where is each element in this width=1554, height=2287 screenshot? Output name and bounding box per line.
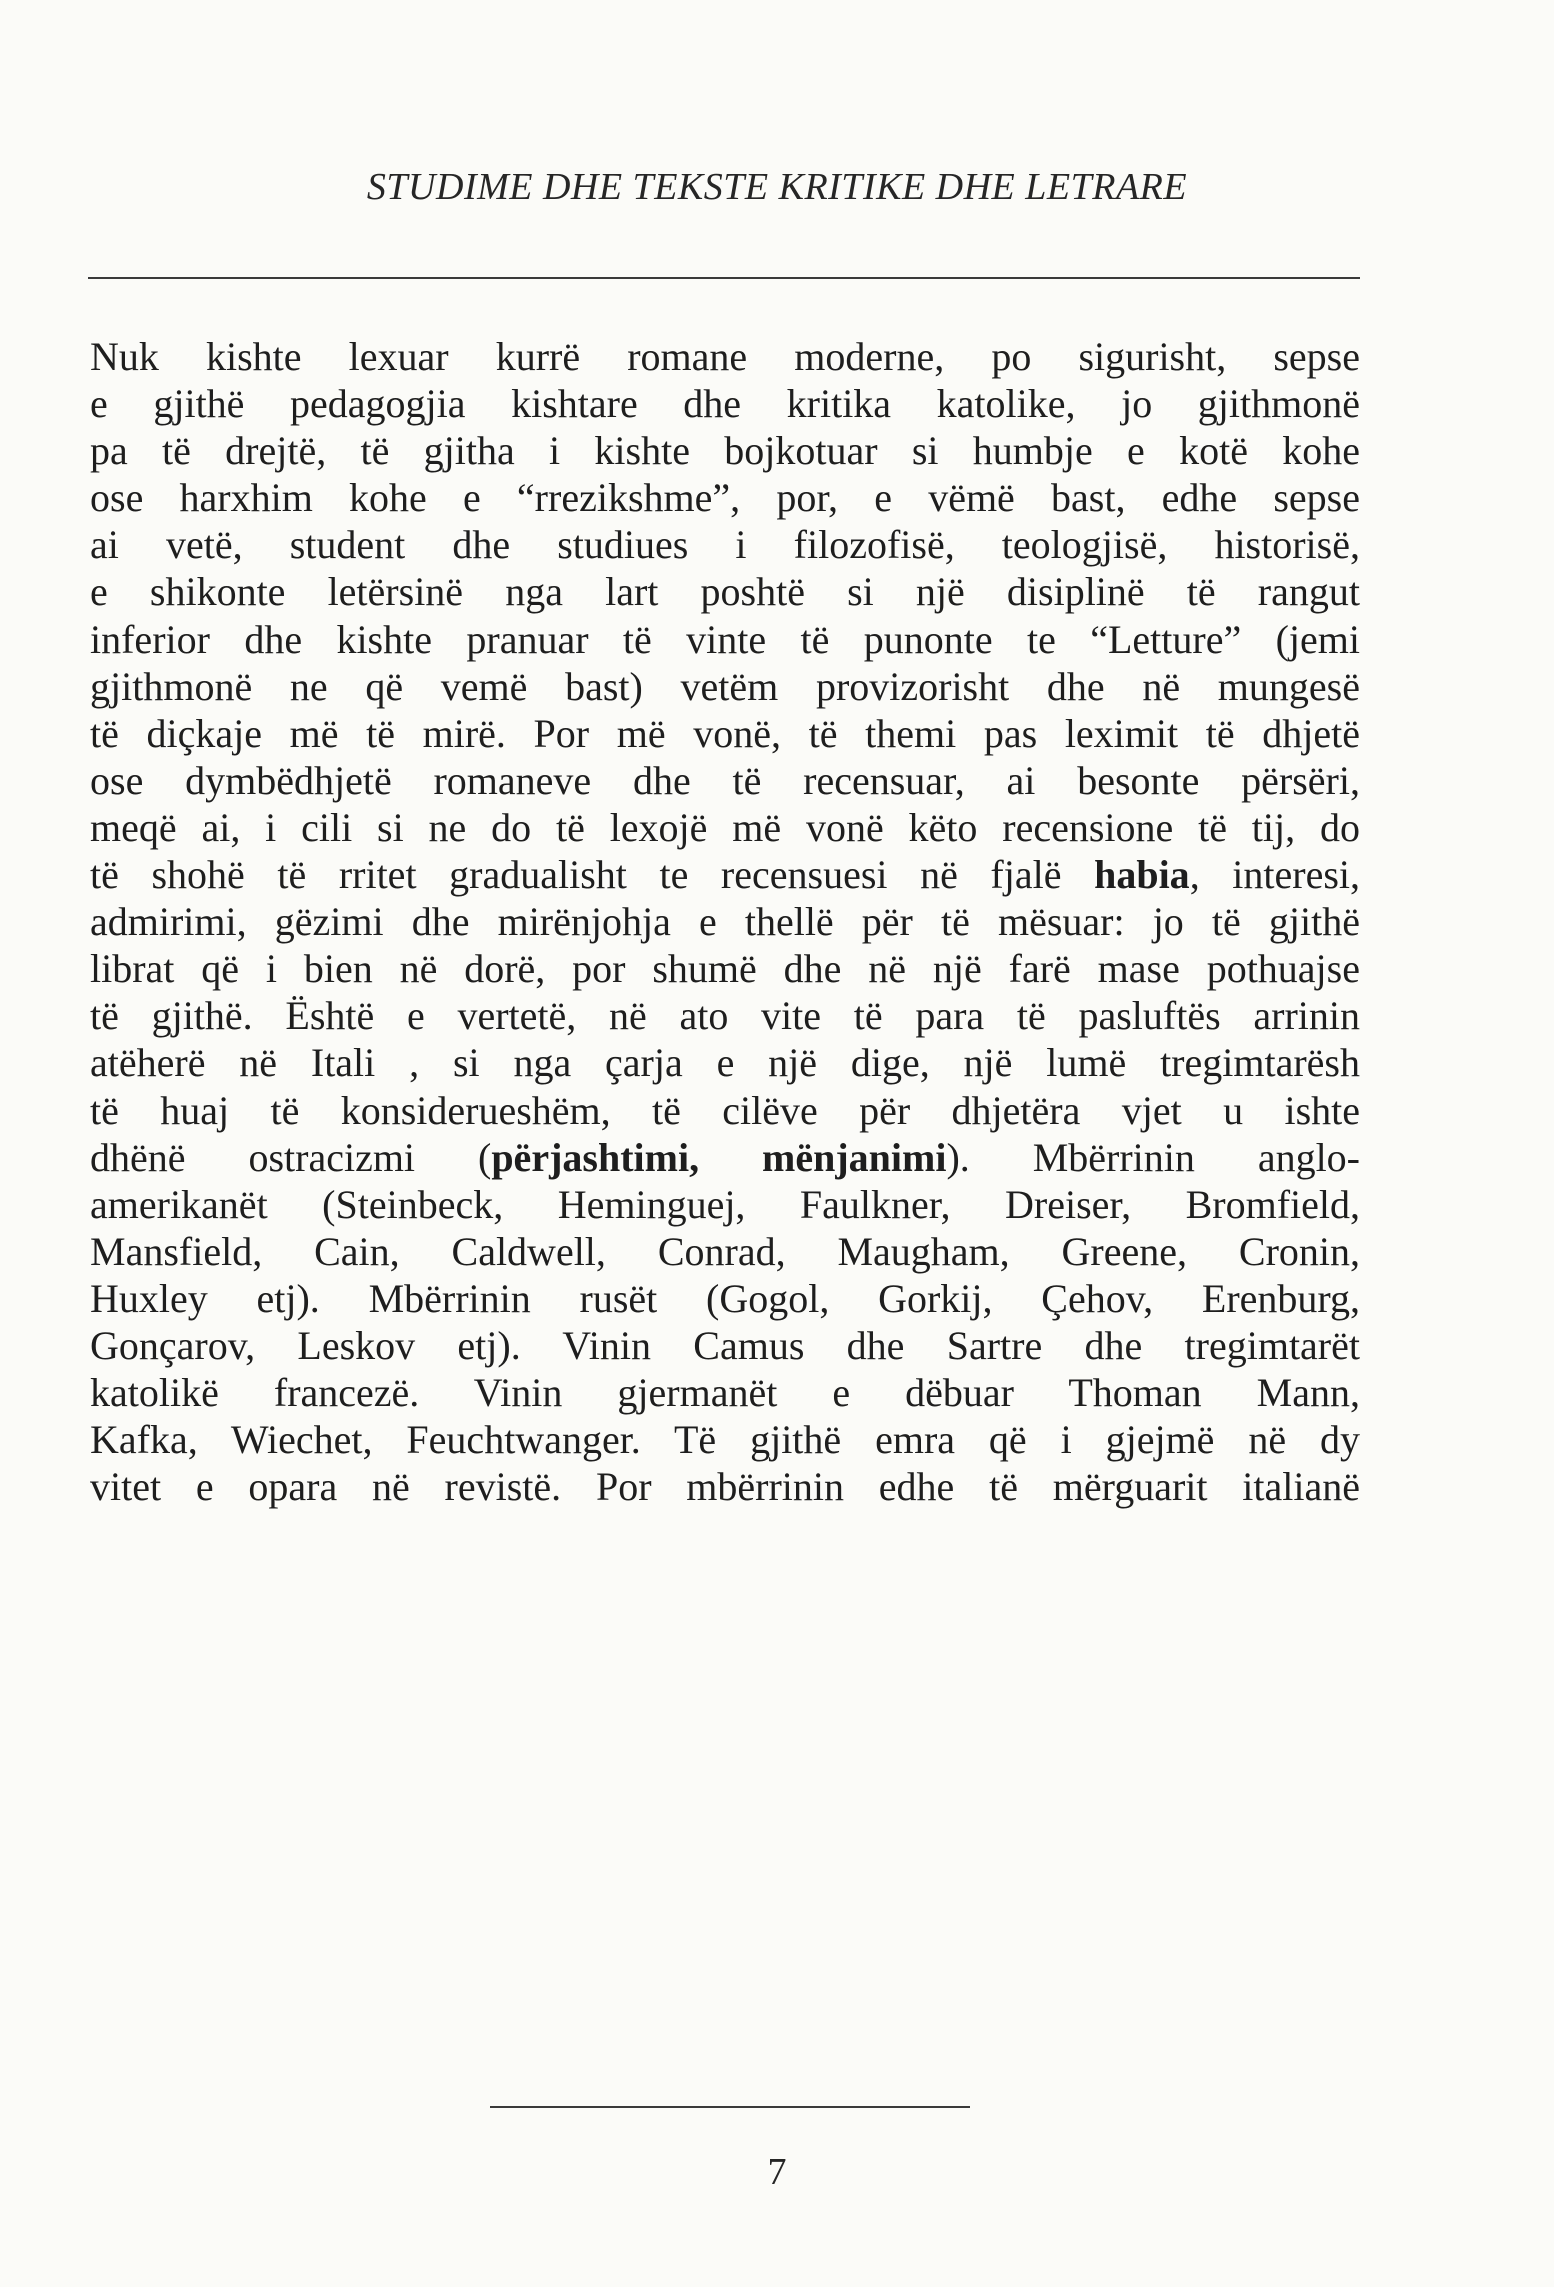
text-line: amerikanët (Steinbeck, Heminguej, Faulkner, Dreiser, Bromfield, <box>90 1181 1360 1227</box>
body-text <box>90 333 1360 1510</box>
header-rule <box>88 277 1360 279</box>
text-line: Nuk kishte lexuar kurrë romane moderne, po sigurisht, sepse <box>90 334 1360 379</box>
text-line: pa të drejtë, të gjitha i kishte bojkotuar si humbje e kotë kohe <box>90 428 1360 474</box>
emphasis-habia: habia <box>1094 852 1190 898</box>
text-line: dhënë ostracizmi (përjashtimi, mënjanimi). Mbërrinin anglo- <box>90 1134 1361 1180</box>
text-line: Mansfield, Cain, Caldwell, Conrad, Maugham, Greene, Cronin, <box>90 1228 1360 1274</box>
text-line: vitet e opara në revistë. Por mbërrinin edhe të mërguarit italianë <box>90 1464 1360 1510</box>
text-line: librat që i bien në dorë, por shumë dhe në një farë mase pothuajse <box>90 946 1360 992</box>
footer-rule <box>490 2106 970 2108</box>
text-line: admirimi, gëzimi dhe mirënjohja e thellë për të mësuar: jo të gjithë <box>90 899 1360 945</box>
text-line: Huxley etj). Mbërrinin rusët (Gogol, Gorkij, Çehov, Erenburg, <box>90 1275 1360 1321</box>
text-line: të shohë të rritet gradualisht te recensuesi në fjalë habia, interesi, <box>90 852 1361 898</box>
text-line: e gjithë pedagogjia kishtare dhe kritika katolike, jo gjithmonë <box>90 381 1360 427</box>
text-line: Gonçarov, Leskov etj). Vinin Camus dhe Sartre dhe tregimtarët <box>90 1322 1360 1368</box>
text-line: ai vetë, student dhe studiues i filozofisë, teologjisë, historisë, <box>90 522 1360 568</box>
text-line: inferior dhe kishte pranuar të vinte të punonte te “Letture” (jemi <box>90 616 1360 662</box>
text-line: të diçkaje më të mirë. Por më vonë, të themi pas leximit të dhjetë <box>90 710 1360 756</box>
text-line: e shikonte letërsinë nga lart poshtë si një disiplinë të rangut <box>90 569 1360 615</box>
text-line: ose dymbëdhjetë romaneve dhe të recensuar, ai besonte përsëri, <box>90 757 1360 803</box>
text-line: gjithmonë ne që vemë bast) vetëm provizorisht dhe në mungesë <box>90 663 1360 709</box>
text-line: atëherë në Itali , si nga çarja e një dige, një lumë tregimtarësh <box>90 1040 1360 1086</box>
text-line: katolikë francezë. Vinin gjermanët e dëbuar Thoman Mann, <box>90 1370 1360 1416</box>
text-line: meqë ai, i cili si ne do të lexojë më vonë këto recensione të tij, do <box>90 804 1360 850</box>
page-number: 7 <box>767 2151 787 2193</box>
text-line: të gjithë. Është e vertetë, në ato vite të para të pasluftës arrinin <box>90 993 1360 1039</box>
text-line: të huaj të konsiderueshëm, të cilëve për dhjetëra vjet u ishte <box>90 1087 1360 1133</box>
text-line: ose harxhim kohe e “rrezikshme”, por, e vëmë bast, edhe sepse <box>90 475 1360 521</box>
text-line: Kafka, Wiechet, Feuchtwanger. Të gjithë emra që i gjejmë në dy <box>90 1417 1360 1463</box>
running-header: STUDIME DHE TEKSTE KRITIKE DHE LETRARE <box>366 166 1188 208</box>
emphasis-perjashtimi: përjashtimi, mënjanimi <box>491 1134 947 1180</box>
